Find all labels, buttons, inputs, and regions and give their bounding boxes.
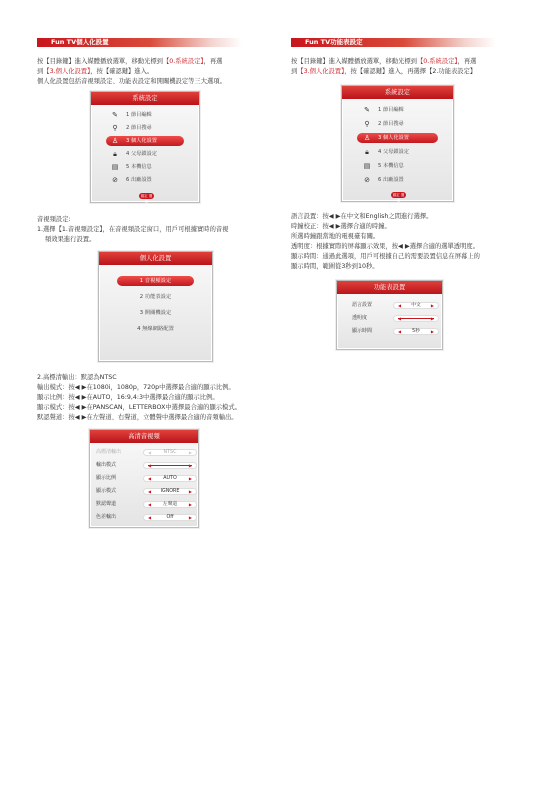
screen-body <box>343 99 452 203</box>
menu-item-label: 4 父母鎖設定 <box>126 151 157 157</box>
setting-selector[interactable] <box>393 315 439 322</box>
menu-item-parental-lock[interactable] <box>92 148 198 160</box>
screen-title: 功能表設置 <box>337 281 442 294</box>
right-arrow-icon: ▶ <box>188 501 192 507</box>
menu-item-label: 1 音視頻設定 <box>139 278 172 284</box>
ok-button[interactable]: 確定 選擇 <box>140 194 153 204</box>
setting-slider-bar <box>398 318 434 319</box>
desc-line-4: 透明度：根據實際的屏幕顯示效果，按◀ ▶選擇合適的選單透明度。 <box>291 243 479 250</box>
menu-item-label: 2 節目搜尋 <box>378 121 404 127</box>
hd-output-line-2: 輸出模式：按◀ ▶在1080i，1080p，720p中選擇最合適的顯示比例。 <box>37 384 235 391</box>
intro-text: ，再選 <box>457 58 477 65</box>
intro-line-2 <box>37 67 153 76</box>
menu-item-label: 3 個人化設置 <box>126 138 157 144</box>
left-arrow-icon: ◀ <box>148 514 152 520</box>
desc-line-5: 顯示時間：通過此選項，用戶可根據自己的需要設置信息在屏幕上的 <box>291 253 480 260</box>
menu-settings-screen <box>336 280 443 350</box>
menu-item-program-search[interactable] <box>92 122 198 134</box>
screen-title: 系統設定 <box>91 92 199 105</box>
desc-line-6: 顯示時間，範圍從3秒到10秒。 <box>291 263 379 270</box>
right-arrow-icon: ▶ <box>188 514 192 520</box>
menu-item-wireless-config[interactable]: 4 無線網路配置 <box>137 326 174 332</box>
screen-body <box>91 443 197 526</box>
right-arrow-icon: ▶ <box>430 302 434 308</box>
right-arrow-icon: ▶ <box>188 449 192 455</box>
setting-selector[interactable] <box>143 462 197 469</box>
screen-title: 個人化設置 <box>99 252 212 265</box>
intro-text: ，按【確認鍵】進入，再選擇【2.功能表設定】 <box>344 68 477 75</box>
setting-selector[interactable] <box>143 501 197 508</box>
reset-icon: ⊘ <box>112 176 118 184</box>
desc-line-2: 時鐘校正：按◀ ▶選擇合適的時鐘。 <box>291 223 391 230</box>
personalization-screen <box>98 251 213 362</box>
menu-item-label: 1 節目編輯 <box>378 107 404 113</box>
screen-body <box>338 294 441 348</box>
intro-text: 按【目錄鍵】進入媒體播放選單，移動光標到 <box>37 58 163 65</box>
intro-text: 到 <box>37 68 44 75</box>
menu-item-personalization[interactable] <box>343 132 452 144</box>
desc-line-1: 語言設置：按◀ ▶在中文和English之間進行選擇。 <box>291 213 433 220</box>
pencil-icon: ✎ <box>364 106 370 114</box>
section-header-personalization: Fun TV個人化設置 <box>37 38 242 47</box>
setting-label: 顯示時間 <box>352 328 373 334</box>
setting-row-transparency[interactable] <box>338 313 441 323</box>
search-icon: ⚲ <box>112 124 118 132</box>
setting-selector[interactable] <box>143 514 197 521</box>
hd-output-heading: 2.高標清輸出：默認為NTSC <box>37 374 117 381</box>
menu-item-device-info[interactable] <box>92 161 198 173</box>
menu-item-device-info[interactable] <box>343 160 452 172</box>
menu-item-power-settings[interactable]: 3 開關機設定 <box>139 310 172 316</box>
right-arrow-icon: ▶ <box>188 462 192 468</box>
setting-label: 顯示比例 <box>96 475 117 481</box>
menu-item-program-edit[interactable] <box>92 109 198 121</box>
setting-label: 色差輸出 <box>96 514 117 520</box>
left-arrow-icon: ◀ <box>398 302 402 308</box>
info-icon: ▤ <box>111 163 119 171</box>
setting-selector[interactable] <box>393 302 439 309</box>
setting-value: NTSC <box>163 449 177 455</box>
system-settings-screen <box>90 91 200 203</box>
ok-button[interactable]: 確定 選擇 <box>392 193 405 203</box>
section-header-menu-settings: Fun TV功能表設定 <box>291 38 496 47</box>
intro-text: 到 <box>291 68 298 75</box>
menu-item-parental-lock[interactable] <box>343 146 452 158</box>
setting-row-language[interactable] <box>338 300 441 310</box>
lock-icon: 🔒︎ <box>113 150 117 158</box>
setting-row-component-output[interactable] <box>91 512 197 522</box>
setting-row-display-mode[interactable] <box>91 486 197 496</box>
menu-item-factory-reset[interactable] <box>343 174 452 186</box>
left-arrow-icon: ◀ <box>148 488 152 494</box>
user-icon: ♙ <box>111 137 119 145</box>
intro-line-2 <box>291 67 476 76</box>
menu-item-label: 3 個人化設置 <box>378 135 409 141</box>
setting-value: 5秒 <box>412 328 420 334</box>
left-arrow-icon: ◀ <box>148 501 152 507</box>
setting-label: 語言設置 <box>352 302 373 308</box>
hd-output-line-5: 默認聲道：按◀ ▶在左聲道、右聲道，立體聲中選擇最合適的音頻輸出。 <box>37 414 238 421</box>
menu-item-program-search[interactable] <box>343 118 452 130</box>
setting-label: 顯示模式 <box>96 488 117 494</box>
intro-text: 按【目錄鍵】進入媒體播放選單，移動光標到 <box>291 58 417 65</box>
info-icon: ▤ <box>363 162 371 170</box>
left-arrow-icon: ◀ <box>148 462 152 468</box>
setting-label: 透明度 <box>352 315 368 321</box>
hd-av-screen <box>89 429 199 528</box>
setting-row-output-mode[interactable] <box>91 460 197 470</box>
setting-label: 高標清輸出 <box>96 449 122 455</box>
left-arrow-icon: ◀ <box>398 315 402 321</box>
menu-item-label: 2 節目搜尋 <box>126 125 152 131</box>
system-settings-screen <box>341 85 454 202</box>
intro-line-1 <box>291 57 476 66</box>
setting-value: 左聲道 <box>162 501 178 507</box>
menu-item-av-settings[interactable] <box>100 276 211 286</box>
hd-output-line-4: 顯示模式：按◀ ▶在PANSCAN，LETTERBOX中選擇最合適的顯示模式。 <box>37 404 241 411</box>
screen-body <box>100 265 211 360</box>
left-arrow-icon: ◀ <box>398 328 402 334</box>
menu-item-label: 4 父母鎖設定 <box>378 149 409 155</box>
setting-label: 輸出模式 <box>96 462 117 468</box>
right-arrow-icon: ▶ <box>188 475 192 481</box>
setting-selector[interactable] <box>143 488 197 495</box>
user-icon: ♙ <box>363 134 371 142</box>
menu-item-label: 5 本機信息 <box>378 163 404 169</box>
menu-item-label: 5 本機信息 <box>126 164 152 170</box>
left-arrow-icon: ◀ <box>148 475 152 481</box>
menu-item-factory-reset[interactable] <box>92 174 198 186</box>
intro-highlight: 【0.系統設定】 <box>416 58 458 65</box>
reset-icon: ⊘ <box>364 176 370 184</box>
menu-item-label: 1 節目編輯 <box>126 112 152 118</box>
menu-item-program-edit[interactable] <box>343 104 452 116</box>
av-settings-line-2: 1.選擇【1.音視頻設定】，在音視頻設定窗口，用戶可根據實時的音視 <box>37 226 229 233</box>
intro-text: ，按【確認鍵】進入。 <box>90 68 154 75</box>
av-settings-heading: 音視頻設定: <box>37 216 71 223</box>
screen-title: 系統設定 <box>342 86 453 99</box>
setting-row-display-time[interactable] <box>338 326 441 336</box>
intro-text: ，再選 <box>203 58 223 65</box>
setting-row-aspect-ratio[interactable] <box>91 473 197 483</box>
hd-output-line-3: 顯示比例：按◀ ▶在AUTO，16:9,4:3中選擇最合適的顯示比例。 <box>37 394 219 401</box>
intro-highlight: 【3.個人化設置】 <box>297 68 345 75</box>
intro-highlight: 【0.系統設定】 <box>162 58 204 65</box>
setting-value: AUTO <box>163 475 177 481</box>
menu-item-menu-settings[interactable]: 2 功能表設定 <box>139 294 172 300</box>
menu-item-label: 6 出廠設置 <box>378 177 404 183</box>
setting-value: 中文 <box>411 302 421 308</box>
setting-row-default-channel[interactable] <box>91 499 197 509</box>
menu-item-label: 6 出廠設置 <box>126 177 152 183</box>
left-arrow-icon: ◀ <box>148 449 152 455</box>
setting-selector[interactable] <box>143 475 197 482</box>
setting-selector[interactable] <box>143 449 197 456</box>
intro-line-1 <box>37 57 222 66</box>
right-arrow-icon: ▶ <box>188 488 192 494</box>
av-settings-line-3: 頻效果進行設置。 <box>45 236 96 243</box>
setting-slider-bar <box>148 465 192 466</box>
screen-body <box>92 105 198 204</box>
screen-title: 高清音視頻 <box>90 430 198 443</box>
desc-line-3: 所選時鐘跟當地的電視臺有關。 <box>291 233 380 240</box>
right-arrow-icon: ▶ <box>430 315 434 321</box>
setting-row-hd-output[interactable] <box>91 447 197 457</box>
setting-selector[interactable] <box>393 328 439 335</box>
pencil-icon: ✎ <box>112 111 118 119</box>
search-icon: ⚲ <box>364 120 370 128</box>
right-arrow-icon: ▶ <box>430 328 434 334</box>
intro-highlight: 【3.個人化設置】 <box>43 68 91 75</box>
setting-value: Off <box>166 514 174 520</box>
menu-item-personalization[interactable] <box>92 135 198 147</box>
setting-label: 默認聲道 <box>96 501 117 507</box>
lock-icon: 🔒︎ <box>365 148 369 156</box>
setting-value: IGNORE <box>160 488 180 494</box>
intro-line-3: 個人化設置包括音視頻設定、功能表設定和開關機設定等三大選項。 <box>37 78 226 85</box>
